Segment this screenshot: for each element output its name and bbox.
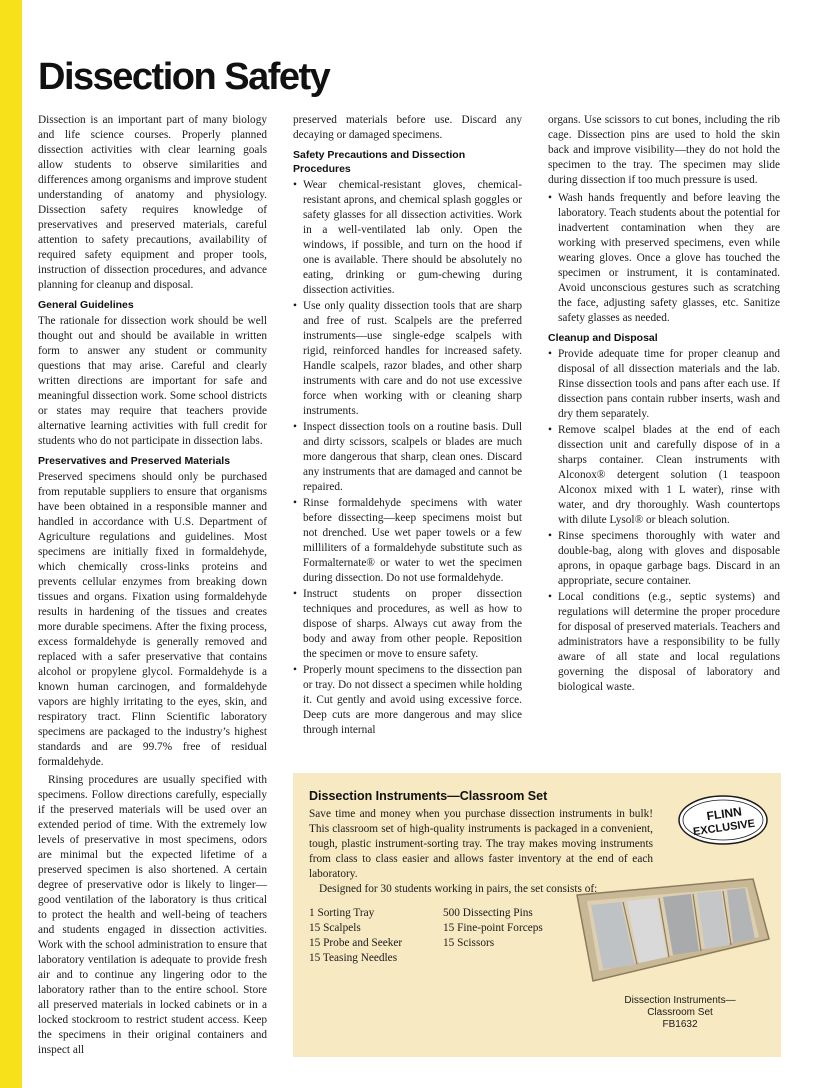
heading-general-guidelines: General Guidelines	[38, 299, 134, 311]
list-item: • Wash hands frequently and before leaving the laboratory. Teach students about the potential for inadvertent contamination when they are working with preserved specimens, even while wearing gloves. Once a glove has touched the specimen or instrument, it is contaminated. Avoid unconscious gestures such as scratching the face, adjusting safety glasses, etc. Sanitize safety glasses as needed.	[548, 191, 780, 326]
kit-item: 15 Scissors	[443, 937, 495, 949]
caption-line-2: Classroom Set	[647, 1007, 713, 1018]
preservatives-paragraph: Preserved specimens should only be purchased from reputable suppliers to ensure that organisms have been obtained in a responsible manner and handled in accordance with U.S. Department of Agriculture regulations and guidelines. Most specimens are initially fixed in formaldehyde, which chemically cross-links proteins and prevents cellular enzymes from breaking down tissues and organs. Fixation using formaldehyde results in hardening of the tissues and creates more durable specimens. After the fixing process, excess formaldehyde is generally removed and replaced with a safer preservative that contains alcohol or propylene glycol. Formaldehyde is a known human carcinogen, and formaldehyde vapors are highly irritating to the eyes, skin, and respiratory tract. Flinn Scientific laboratory specimens are packaged to the industry’s highest standards and are 99.7% free of residual formaldehyde.	[38, 471, 267, 768]
product-box	[293, 773, 781, 1057]
instrument-tray-image	[563, 869, 773, 989]
yellow-side-stripe	[0, 0, 22, 1088]
heading-safety-precautions: Safety Precautions and Dissection Procedures	[293, 149, 466, 175]
heading-cleanup-disposal: Cleanup and Disposal	[548, 332, 658, 344]
list-item: • Provide adequate time for proper cleanup and disposal of all dissection materials and the lab. Rinse dissection tools and pans after each use. If dissection pans contain rubber inserts, wash and dry them separately.	[548, 347, 780, 422]
continued-paragraph: preserved materials before use. Discard any decaying or damaged specimens.	[293, 114, 522, 141]
kit-item: 500 Dissecting Pins	[443, 907, 533, 919]
general-guidelines-paragraph: The rationale for dissection work should be well thought out and should be available in written form to answer any student or community questions that may arise. Careful and clearly written directions are important for safe and meaningful dissection work. Some school districts or states may require that teachers provide alternative learning activities with full credit for students who do not participate in dissection labs.	[38, 315, 267, 447]
column-1	[38, 113, 267, 1061]
continued-list-text: organs. Use scissors to cut bones, including the rib cage. Dissection pins are used to hold the skin back and improve visibility—they do not hold the specimen to the tray. The specimen may slide during dissection if too much pressure is used.	[548, 114, 780, 186]
list-item: • Remove scalpel blades at the end of each dissection unit and carefully dispose of in a sharps container. Clean instruments with Alconox® detergent solution (1 teaspoon Alconox mixed with 1 L water), rinse with water, and dry thoroughly. Wash countertops with dilute Lysol® or bleach solution.	[548, 423, 780, 528]
product-paragraph: Save time and money when you purchase dissection instruments in bulk! This classroom set of high-quality instruments is packaged in a convenient, tough, plastic instrument-sorting tray. The tray makes moving instruments from class to class easier and allows faster inventory at the end of each laboratory.	[309, 808, 653, 880]
kit-item: 15 Fine-point Forceps	[443, 922, 543, 934]
list-item: • Properly mount specimens to the dissection pan or tray. Do not dissect a specimen while holding it. Cut gently and avoid using excessive force. Deep cuts are more dangerous and may slice through internal	[293, 663, 522, 738]
column-3	[548, 113, 780, 696]
caption-product-code: FB1632	[662, 1019, 698, 1030]
kit-item: 15 Probe and Seeker	[309, 937, 403, 949]
kit-item: 15 Scalpels	[309, 922, 361, 934]
rinsing-paragraph: Rinsing procedures are usually specified with specimens. Follow directions carefully, especially if the preserved materials will be used over an extended period of time. With the extremely low levels of preservative in most specimens, odors are minimal but the expected lifetime of a preserved specimen is also shortened. A certain degree of preservative odor is likely to linger—good ventilation of the laboratory is thus critical to protect the health and well-being of teachers and students engaged in dissection activities. Work with the school administration to ensure that laboratory ventilation is adequate to provide fresh air and to continue any lingering odor to the laboratory rather than to the entire school. Store all preserved materials in locked cabinets or in a locked stockroom to restrict student access. Keep the specimens in their original containers and inspect all	[38, 774, 267, 1056]
safety-list-continued	[548, 191, 780, 326]
product-box-title: Dissection Instruments—Classroom Set	[309, 789, 548, 803]
intro-paragraph: Dissection is an important part of many biology and life science courses. Properly planned dissection activities with clear learning goals allow students to observe similarities and differences among organisms and improve student understanding of anatomy and physiology. Dissection safety requires knowledge of preservatives and preserved materials, careful attention to safety precautions, availability of required safety equipment and proper tools, instruction of dissection procedures, and advance planning for cleanup and disposal.	[38, 114, 267, 291]
badge-line-2: EXCLUSIVE	[692, 817, 756, 839]
badge-line-1: FLINN	[705, 804, 743, 824]
page-title: Dissection Safety	[38, 56, 330, 98]
column-2	[293, 113, 522, 739]
list-item: • Wear chemical-resistant gloves, chemical-resistant aprons, and chemical splash goggles or safety glasses for all dissection activities. Work in a well-ventilated lab only. Open the windows, if possible, and turn on the hood if one is available. There should be absolutely no eating, drinking or gum-chewing during dissection activities.	[293, 178, 522, 298]
kit-item: 1 Sorting Tray	[309, 907, 375, 919]
designed-for-text: Designed for 30 students working in pairs, the set consists of:	[319, 883, 598, 895]
flinn-exclusive-badge-icon	[673, 791, 769, 849]
product-caption	[605, 995, 755, 1031]
list-item: • Use only quality dissection tools that are sharp and free of rust. Scalpels are the preferred instruments—use single-edge scalpels with rigid, reinforced handles for increased safety. Handle scalpels, razor blades, and other sharp instruments with care and do not use excessive force when working with or cleaning sharp instruments.	[293, 299, 522, 419]
heading-preservatives: Preservatives and Preserved Materials	[38, 455, 231, 467]
safety-list	[293, 178, 522, 738]
cleanup-list	[548, 347, 780, 695]
list-item: • Rinse specimens thoroughly with water and double-bag, along with gloves and disposable aprons, in opaque garbage bags. Discard in an appropriate, secure container.	[548, 529, 780, 589]
list-item: • Instruct students on proper dissection techniques and procedures, as well as how to dispose of sharps. Always cut away from the body and away from other people. Reposition the specimen or move to ensure safety.	[293, 587, 522, 662]
list-item: • Rinse formaldehyde specimens with water before dissecting—keep specimens moist but not drenched. Use wet paper towels or a few milliliters of a formaldehyde substitute such as Formalternate® or water to wet the specimen during dissection. Do not use formaldehyde.	[293, 496, 522, 586]
list-item: • Local conditions (e.g., septic systems) and regulations will determine the proper procedure for disposal of preserved materials. Teachers and administrators have a responsibility to be fully aware of all state and local regulations governing the disposal of laboratory and biological waste.	[548, 590, 780, 695]
caption-line-1: Dissection Instruments—	[624, 995, 736, 1006]
list-item: • Inspect dissection tools on a routine basis. Dull and dirty scissors, scalpels or blades are much more dangerous that sharp, clean ones. Discard any instruments that are damaged and cannot be repaired.	[293, 420, 522, 495]
kit-item: 15 Teasing Needles	[309, 952, 398, 964]
